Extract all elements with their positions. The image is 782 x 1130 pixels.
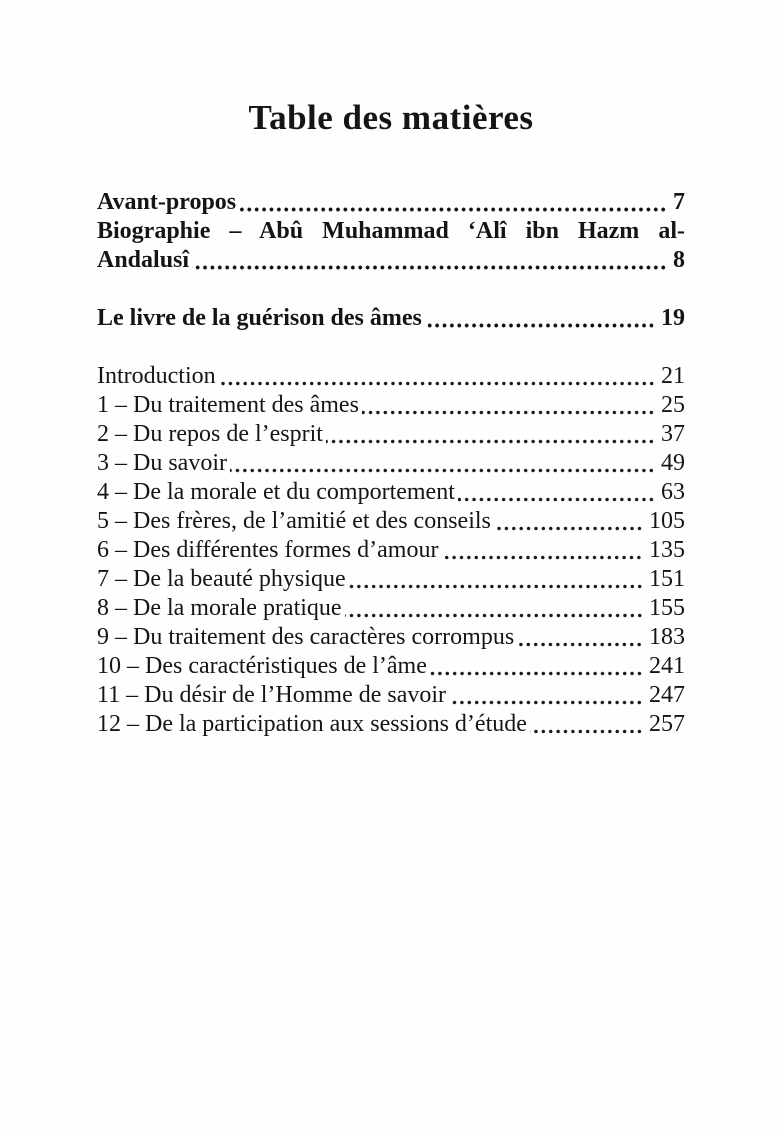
toc-entry-label: Andalusî (97, 247, 190, 273)
toc-entry-label-line1: Biographie – Abû Muhammad ‘Alî ibn Hazm al- (97, 218, 685, 244)
dot-leader (219, 381, 655, 386)
dot-leader (449, 700, 643, 705)
toc-entry-biographie (97, 217, 685, 275)
toc-entry-page: 105 (649, 508, 685, 534)
toc-entry (97, 362, 685, 391)
toc-entry-page: 151 (649, 566, 685, 592)
toc-entry-label: 4 – De la morale et du comportement (97, 479, 455, 505)
toc-entry (97, 391, 685, 420)
toc-entry-page: 37 (661, 421, 685, 447)
toc-entry (97, 449, 685, 478)
toc-entry-page: 49 (661, 450, 685, 476)
toc-entry-page: 183 (649, 624, 685, 650)
toc-entry (97, 507, 685, 536)
toc-entry-label: 3 – Du savoir (97, 450, 227, 476)
dot-leader (494, 526, 643, 531)
toc-entry-label: 8 – De la morale pratique (97, 595, 342, 621)
dot-leader (349, 584, 643, 589)
toc-entry (97, 710, 685, 739)
toc-entry-label: Introduction (97, 363, 216, 389)
dot-leader (362, 410, 655, 415)
dot-leader (425, 323, 655, 328)
toc-entry-label: 6 – Des différentes formes d’amour (97, 537, 439, 563)
toc-entry-avant-propos (97, 188, 685, 217)
toc-entry-page: 25 (661, 392, 685, 418)
toc-chapter-list (97, 362, 685, 739)
dot-leader (239, 207, 667, 212)
toc-entry-page: 7 (673, 189, 685, 215)
toc-entry-label: 12 – De la participation aux sessions d’étude (97, 711, 527, 737)
toc-entry (97, 681, 685, 710)
toc-entry-page: 8 (673, 247, 685, 273)
toc-entry (97, 652, 685, 681)
dot-leader (458, 497, 655, 502)
toc-entry-page: 21 (661, 363, 685, 389)
toc-entry (97, 536, 685, 565)
toc-entry-label: 10 – Des caractéristiques de l’âme (97, 653, 427, 679)
toc-entry-label: 11 – Du désir de l’Homme de savoir (97, 682, 447, 708)
toc-entry-label: 2 – Du repos de l’esprit (97, 421, 323, 447)
dot-leader (530, 729, 643, 734)
dot-leader (326, 439, 655, 444)
toc-entry (97, 420, 685, 449)
dot-leader (517, 642, 643, 647)
dot-leader (441, 555, 643, 560)
toc-entry-page: 63 (661, 479, 685, 505)
toc-entry (97, 623, 685, 652)
toc-entry (97, 594, 685, 623)
dot-leader (192, 265, 667, 270)
toc-entry-page: 241 (649, 653, 685, 679)
toc-entry (97, 565, 685, 594)
toc-entry-label: Avant-propos (97, 189, 237, 215)
toc-entry-label: 5 – Des frères, de l’amitié et des conseils (97, 508, 491, 534)
dot-leader (230, 468, 655, 473)
toc-entry-label: 1 – Du traitement des âmes (97, 392, 359, 418)
toc-entry-label: 9 – Du traitement des caractères corrompus (97, 624, 515, 650)
toc-entry-label-line2-row (97, 246, 685, 275)
toc-entry-page: 19 (661, 305, 685, 331)
dot-leader (430, 671, 643, 676)
table-of-contents (97, 188, 685, 739)
toc-entry-page: 247 (649, 682, 685, 708)
toc-entry-page: 257 (649, 711, 685, 737)
toc-entry (97, 478, 685, 507)
dot-leader (345, 613, 643, 618)
page-title: Table des matières (248, 98, 534, 137)
toc-entry-part-title (97, 304, 685, 333)
toc-entry-label: Le livre de la guérison des âmes (97, 305, 422, 331)
toc-entry-page: 135 (649, 537, 685, 563)
toc-entry-label: 7 – De la beauté physique (97, 566, 346, 592)
toc-entry-page: 155 (649, 595, 685, 621)
